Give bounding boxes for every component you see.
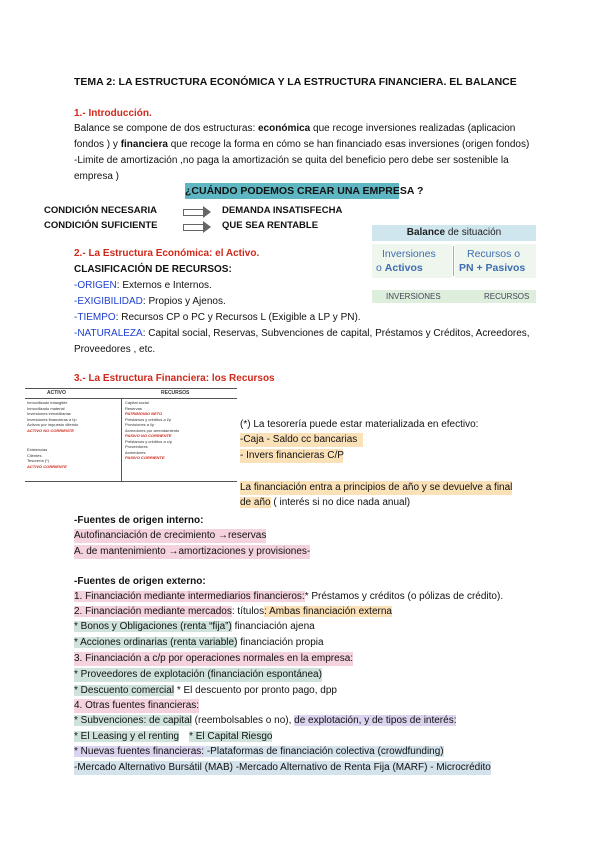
balance-box-divider <box>453 246 454 276</box>
external-line-1-rest: * Préstamos y créditos (o pólizas de crédito). <box>304 591 504 602</box>
external-line-5: 3. Financiación a c/p por operaciones normales en la empresa: <box>74 653 354 664</box>
condition-sufficient: CONDICIÓN SUFICIENTE <box>44 220 158 231</box>
mini-right-line: Acreedores <box>125 449 146 455</box>
mini-left-column <box>27 400 78 469</box>
balance-box-under-left: INVERSIONES <box>386 292 441 301</box>
balance-box-left-prefix: o <box>376 262 385 274</box>
external-line-9-a: * Subvenciones: <box>74 715 147 726</box>
balance-box-title-bold: Balance <box>406 227 446 238</box>
treasury-line-5 <box>240 496 410 510</box>
external-line-11-b: -Plataformas de financiación colectiva (crowdfunding) <box>204 746 444 757</box>
external-line-10-b: * El Capital Riesgo <box>189 731 273 742</box>
external-line-7 <box>74 684 337 698</box>
mini-left-line: Inmovilizado intangible <box>27 400 68 405</box>
intro-text: Balance se compone de dos estructuras: <box>74 123 258 134</box>
external-line-7-rest: * El descuento por pronto pago, dpp <box>174 685 337 696</box>
external-line-1 <box>74 590 503 604</box>
classification-text: : Propios y Ajenos. <box>142 296 226 307</box>
arrow-right-icon <box>183 222 211 231</box>
mini-left-line: Inversiones inmobiliarias <box>27 411 71 416</box>
external-line-4-highlight: * Acciones ordinarias (renta variable) <box>74 637 238 648</box>
balance-box-left-line2 <box>376 262 423 275</box>
external-line-2-tail: : Ambas financiación externa <box>264 606 392 617</box>
classification-text: : Capital social, Reservas, Subvenciones de capital, Préstamos y Créditos, Acreedores, <box>142 328 530 339</box>
external-line-4 <box>74 636 324 650</box>
intro-keyword-economica: económica <box>258 123 311 134</box>
balance-box-activos: Activos <box>384 262 423 274</box>
mini-right-column <box>125 400 179 461</box>
intro-text: que recoge inversiones realizadas (aplicacion <box>310 123 516 134</box>
external-line-2 <box>74 605 392 619</box>
mini-right-line: Reservas <box>125 405 142 411</box>
external-line-2-mid: : títulos <box>231 606 265 617</box>
mini-col-activo: ACTIVO <box>47 390 66 396</box>
section-3-heading: 3.- La Estructura Financiera: los Recursos <box>74 373 275 384</box>
external-line-3-rest: financiación ajena <box>231 621 315 632</box>
balance-box-left <box>372 244 452 278</box>
balance-box-left-line1: Inversiones <box>382 248 436 260</box>
classification-exigibilidad <box>74 295 226 309</box>
mini-col-recursos: RECURSOS <box>161 390 190 396</box>
external-line-7-highlight: * Descuento comercial <box>74 685 175 696</box>
external-line-6: * Proveedores de explotación (financiación espontánea) <box>74 669 322 680</box>
condition-necessary-result: DEMANDA INSATISFECHA <box>222 205 343 216</box>
classification-naturaleza-cont: Proveedores , etc. <box>74 344 156 355</box>
mini-left-total: ACTIVO NO CORRIENTE <box>27 427 74 433</box>
classification-label: -EXIGIBILIDAD <box>74 296 143 307</box>
classification-text: : Recursos CP o PC y Recursos L (Exigible a LP y PN). <box>115 312 361 323</box>
mini-right-total: PATRIMONIO NETO <box>125 411 163 416</box>
mini-header-rule <box>25 398 237 399</box>
page-title: TEMA 2: LA ESTRUCTURA ECONÓMICA Y LA ESTRUCTURA FINANCIERA. EL BALANCE <box>74 76 517 88</box>
intro-keyword-financiera: financiera <box>120 139 168 150</box>
intro-text: que recoge la forma en cómo se han financiado esas inversiones (origen fondos) <box>167 139 530 150</box>
intro-line-4: empresa ) <box>74 171 120 182</box>
treasury-line-2: -Caja - Saldo cc bancarias <box>240 433 363 447</box>
treasury-line-3: - Invers financieras C/P <box>240 450 344 461</box>
mini-left-line: Inversiones financieras a l/p <box>27 416 77 422</box>
balance-box-title-rest: de situación <box>445 227 502 238</box>
classification-label: -NATURALEZA <box>74 328 143 339</box>
treasury-line-1: (*) La tesorería puede estar materializada en efectivo: <box>240 419 479 430</box>
section-1-heading: 1.- Introducción. <box>74 108 152 119</box>
external-line-11 <box>74 745 444 759</box>
external-line-10 <box>74 730 272 744</box>
condition-sufficient-result: QUE SEA RENTABLE <box>222 220 319 231</box>
condition-necessary: CONDICIÓN NECESARIA <box>44 205 157 216</box>
mini-right-total: PASIVO CORRIENTE <box>125 455 165 460</box>
classification-heading: CLASIFICACIÓN DE RECURSOS: <box>74 264 232 275</box>
internal-line-1: Autofinanciación de crecimiento →reservas <box>74 530 267 541</box>
classification-label: -ORIGEN <box>74 280 117 291</box>
classification-tiempo <box>74 311 361 325</box>
treasury-line-5-rest: ( interés si no dice nada anual) <box>270 497 411 508</box>
mini-left-total: ACTIVO CORRIENTE <box>27 463 67 469</box>
external-line-1-highlight: 1. Financiación mediante intermediarios financieros: <box>74 591 305 602</box>
external-line-4-rest: financiación propia <box>237 637 324 648</box>
external-line-10-a: * El Leasing y el renting <box>74 731 180 742</box>
external-line-3 <box>74 620 315 634</box>
mini-spacer <box>27 433 78 447</box>
mini-right-total: PASIVO NO CORRIENTE <box>125 433 172 438</box>
mini-balance-table <box>25 388 237 482</box>
balance-box-right-line1: Recursos o <box>467 248 521 260</box>
classification-label: -TIEMPO <box>74 312 116 323</box>
mini-column-rule <box>121 398 122 481</box>
mini-right-line: Capital social <box>125 400 149 405</box>
mini-left-line: Tesorería (*) <box>27 458 50 463</box>
mini-right-line: Provisiones a l/p <box>125 422 155 427</box>
intro-text: fondos ) y <box>74 139 121 150</box>
section-2-heading: 2.- La Estructura Económica: el Activo. <box>74 248 260 259</box>
balance-box-under <box>372 290 536 303</box>
internal-line-2: A. de mantenimiento →amortizaciones y provisiones- <box>74 546 311 557</box>
mini-right-line: Préstamos y créditos a l/p <box>125 416 172 422</box>
external-line-2-highlight: 2. Financiación mediante mercados <box>74 606 232 617</box>
balance-box-under-right: RECURSOS <box>484 292 530 301</box>
mini-right-line: Acreedores por arrendamiento <box>125 427 180 433</box>
balance-box-title <box>372 225 536 241</box>
external-line-9 <box>74 714 456 728</box>
treasury-line-4: La financiación entra a principios de año y se devuelve a final <box>240 482 513 493</box>
mini-right-line: Préstamos y créditos a c/p <box>125 438 173 444</box>
external-heading: -Fuentes de origen externo: <box>74 576 206 587</box>
external-line-12: -Mercado Alternativo Bursátil (MAB) -Mercado Alternativo de Renta Fija (MARF) - Microcrédito <box>74 762 491 773</box>
intro-line-1 <box>74 122 515 136</box>
mini-left-line: Existencias <box>27 447 48 452</box>
intro-line-2 <box>74 138 529 152</box>
mini-left-line: Clientes <box>27 452 42 458</box>
balance-box-right-line2: PN + Pasivos <box>459 262 526 274</box>
treasury-line-5-highlight: de año <box>240 497 271 508</box>
external-line-9-b: de capital <box>146 715 192 726</box>
arrow-right-icon <box>183 207 211 216</box>
mini-right-line: Proveedores <box>125 444 148 449</box>
external-line-9-c: (reembolsables o no), <box>191 715 295 726</box>
internal-heading: -Fuentes de origen interno: <box>74 515 204 526</box>
classification-naturaleza <box>74 327 530 341</box>
balance-box-right <box>455 244 536 278</box>
mini-left-line: Activos por impuesto diferido <box>27 422 79 427</box>
external-line-3-highlight: * Bonos y Obligaciones (renta “fija”) <box>74 621 232 632</box>
banner-question: ¿CUÁNDO PODEMOS CREAR UNA EMPRESA ? <box>185 185 424 197</box>
mini-left-line: Inmovilizado material <box>27 405 65 411</box>
external-line-9-d: de explotación, y de tipos de interés: <box>294 715 457 726</box>
intro-line-3: -Limite de amortización ,no paga la amortización se quita del beneficio pero debe ser sostenible la <box>74 155 509 166</box>
classification-origen <box>74 279 212 293</box>
classification-text: : Externos e Internos. <box>116 280 212 291</box>
external-line-8: 4. Otras fuentes financieras: <box>74 700 200 711</box>
external-line-11-a: * Nuevas fuentes financieras: <box>74 746 205 757</box>
